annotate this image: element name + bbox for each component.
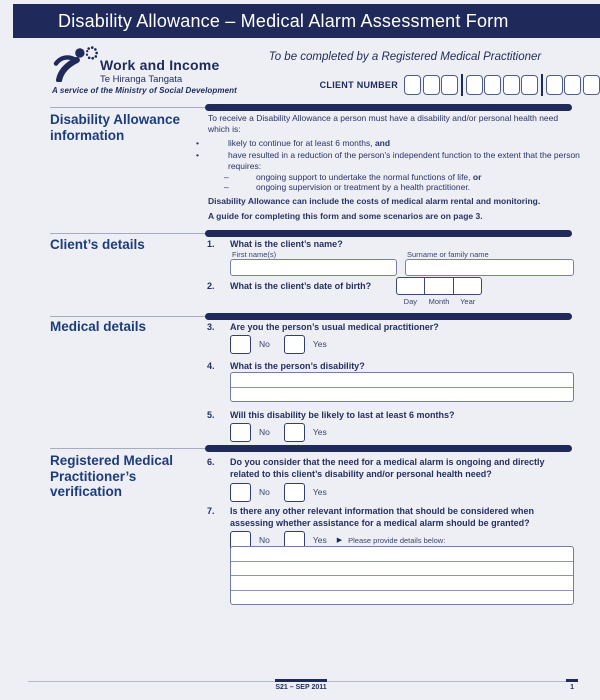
client-number-box[interactable] bbox=[423, 75, 440, 95]
dob-year-label: Year bbox=[460, 297, 476, 306]
client-number-boxes bbox=[404, 73, 600, 97]
write-line[interactable] bbox=[231, 561, 573, 576]
practitioner-note: To be completed by a Registered Medical Practitioner bbox=[268, 51, 542, 63]
no-label: No bbox=[259, 535, 270, 545]
client-number-box[interactable] bbox=[583, 75, 600, 95]
no-label: No bbox=[259, 427, 270, 437]
work-and-income-logo-icon bbox=[52, 46, 98, 82]
date-of-birth-input[interactable] bbox=[396, 277, 482, 295]
question-number: 5. bbox=[207, 410, 215, 420]
write-line[interactable] bbox=[231, 373, 573, 387]
details-prompt: Please provide details below: bbox=[348, 535, 446, 545]
client-number-box[interactable] bbox=[404, 75, 421, 95]
page-number: 1 bbox=[570, 684, 574, 691]
dash-marker: – bbox=[224, 172, 229, 182]
section-heading-medical: Medical details bbox=[50, 319, 147, 334]
disability-details-box[interactable] bbox=[230, 372, 574, 402]
brand-name: Work and Income bbox=[100, 57, 220, 73]
info-bullet-1: • likely to continue for at least 6 months, and bbox=[196, 138, 391, 148]
divider-bar bbox=[205, 445, 572, 452]
divider-thin-line bbox=[50, 107, 208, 108]
divider-bar bbox=[205, 313, 572, 320]
client-number-box[interactable] bbox=[546, 75, 563, 95]
yes-label: Yes bbox=[312, 427, 327, 437]
yes-label: Yes bbox=[312, 487, 327, 497]
client-number-separator bbox=[541, 74, 544, 96]
question-number: 4. bbox=[207, 361, 215, 371]
divider-thin-line bbox=[50, 316, 208, 317]
footer-rule-accent bbox=[566, 679, 578, 682]
client-number-box[interactable] bbox=[503, 75, 520, 95]
yes-label: Yes bbox=[312, 535, 327, 545]
form-title: Disability Allowance – Medical Alarm Assessment Form bbox=[58, 10, 509, 31]
yes-checkbox[interactable] bbox=[284, 423, 305, 442]
info-intro: To receive a Disability Allowance a person must have a disability and/or personal health need which is: bbox=[208, 113, 559, 134]
dob-labels bbox=[396, 297, 482, 306]
section-divider bbox=[0, 445, 600, 453]
write-line[interactable] bbox=[231, 590, 573, 605]
question-6-options bbox=[230, 482, 341, 502]
question-number: 7. bbox=[207, 506, 215, 516]
section-heading-verification: Registered Medical Practitioner’s verification bbox=[50, 453, 174, 499]
yes-checkbox[interactable] bbox=[284, 483, 305, 502]
dob-month-cell[interactable] bbox=[424, 278, 452, 294]
surname-label: Surname or family name bbox=[407, 250, 489, 259]
question-5-options bbox=[230, 422, 341, 442]
client-number-box[interactable] bbox=[564, 75, 581, 95]
yes-checkbox[interactable] bbox=[284, 335, 305, 354]
write-line[interactable] bbox=[231, 575, 573, 590]
section-divider bbox=[0, 104, 600, 112]
client-number-box[interactable] bbox=[466, 75, 483, 95]
question-4: 4. What is the person’s disability? bbox=[207, 361, 365, 371]
question-6: 6. Do you consider that the need for a medical alarm is ongoing and directly related to this client’s disability and/or personal health need? bbox=[207, 457, 545, 479]
divider-thin-line bbox=[50, 448, 208, 449]
write-line[interactable] bbox=[231, 547, 573, 561]
client-number-box[interactable] bbox=[441, 75, 458, 95]
footer-rule-accent bbox=[275, 679, 327, 682]
details-arrow-icon: ▶ bbox=[336, 537, 343, 544]
question-7: 7. Is there any other relevant information that should be considered when assessing whether assistance for a medical alarm should be granted? bbox=[207, 506, 535, 528]
divider-bar bbox=[205, 104, 572, 111]
info-sub-bullet-1: – ongoing support to undertake the normal functions of life, or bbox=[224, 172, 482, 182]
first-name-input[interactable] bbox=[230, 259, 397, 276]
dash-marker: – bbox=[224, 182, 229, 192]
dob-day-cell[interactable] bbox=[397, 278, 424, 294]
bullet-marker: • bbox=[196, 150, 199, 160]
form-code: S21 – SEP 2011 bbox=[275, 684, 327, 691]
dob-year-cell[interactable] bbox=[453, 278, 481, 294]
dob-month-label: Month bbox=[428, 297, 450, 306]
client-number-box[interactable] bbox=[521, 75, 538, 95]
question-2: 2. What is the client’s date of birth? bbox=[207, 281, 372, 291]
write-line[interactable] bbox=[231, 387, 573, 402]
no-label: No bbox=[259, 339, 270, 349]
question-5: 5. Will this disability be likely to last at least 6 months? bbox=[207, 410, 455, 420]
question-3-options bbox=[230, 334, 341, 354]
section-heading-info: Disability Allowance information bbox=[50, 112, 181, 143]
divider-bar bbox=[205, 230, 572, 237]
form-title-bar bbox=[13, 4, 600, 38]
first-name-label: First name(s) bbox=[232, 250, 277, 259]
surname-input[interactable] bbox=[405, 259, 574, 276]
info-sub-bullet-2: – ongoing supervision or treatment by a health practitioner. bbox=[224, 182, 471, 192]
additional-details-box[interactable] bbox=[230, 546, 574, 605]
no-checkbox[interactable] bbox=[230, 423, 251, 442]
info-note-2: A guide for completing this form and some scenarios are on page 3. bbox=[208, 211, 483, 221]
divider-thin-line bbox=[50, 233, 208, 234]
info-note-1: Disability Allowance can include the costs of medical alarm rental and monitoring. bbox=[208, 196, 541, 206]
brand-maori-name: Te Hiranga Tangata bbox=[100, 74, 183, 85]
section-heading-client: Client’s details bbox=[50, 237, 145, 252]
yes-label: Yes bbox=[312, 339, 327, 349]
info-bullet-2: • have resulted in a reduction of the person’s independent function to the extent that the person requires: bbox=[196, 150, 580, 171]
dob-day-label: Day bbox=[403, 297, 417, 306]
question-number: 6. bbox=[207, 457, 215, 467]
client-number-separator bbox=[461, 74, 464, 96]
no-checkbox[interactable] bbox=[230, 483, 251, 502]
question-1: 1. What is the client’s name? bbox=[207, 239, 343, 249]
bullet-marker: • bbox=[196, 138, 199, 148]
question-number: 1. bbox=[207, 239, 215, 249]
client-number-box[interactable] bbox=[484, 75, 501, 95]
brand-tagline: A service of the Ministry of Social Development bbox=[52, 86, 237, 95]
client-number-label: CLIENT NUMBER bbox=[319, 80, 398, 90]
no-label: No bbox=[259, 487, 270, 497]
question-number: 2. bbox=[207, 281, 215, 291]
question-3: 3. Are you the person’s usual medical practitioner? bbox=[207, 322, 439, 332]
question-number: 3. bbox=[207, 322, 215, 332]
no-checkbox[interactable] bbox=[230, 335, 251, 354]
